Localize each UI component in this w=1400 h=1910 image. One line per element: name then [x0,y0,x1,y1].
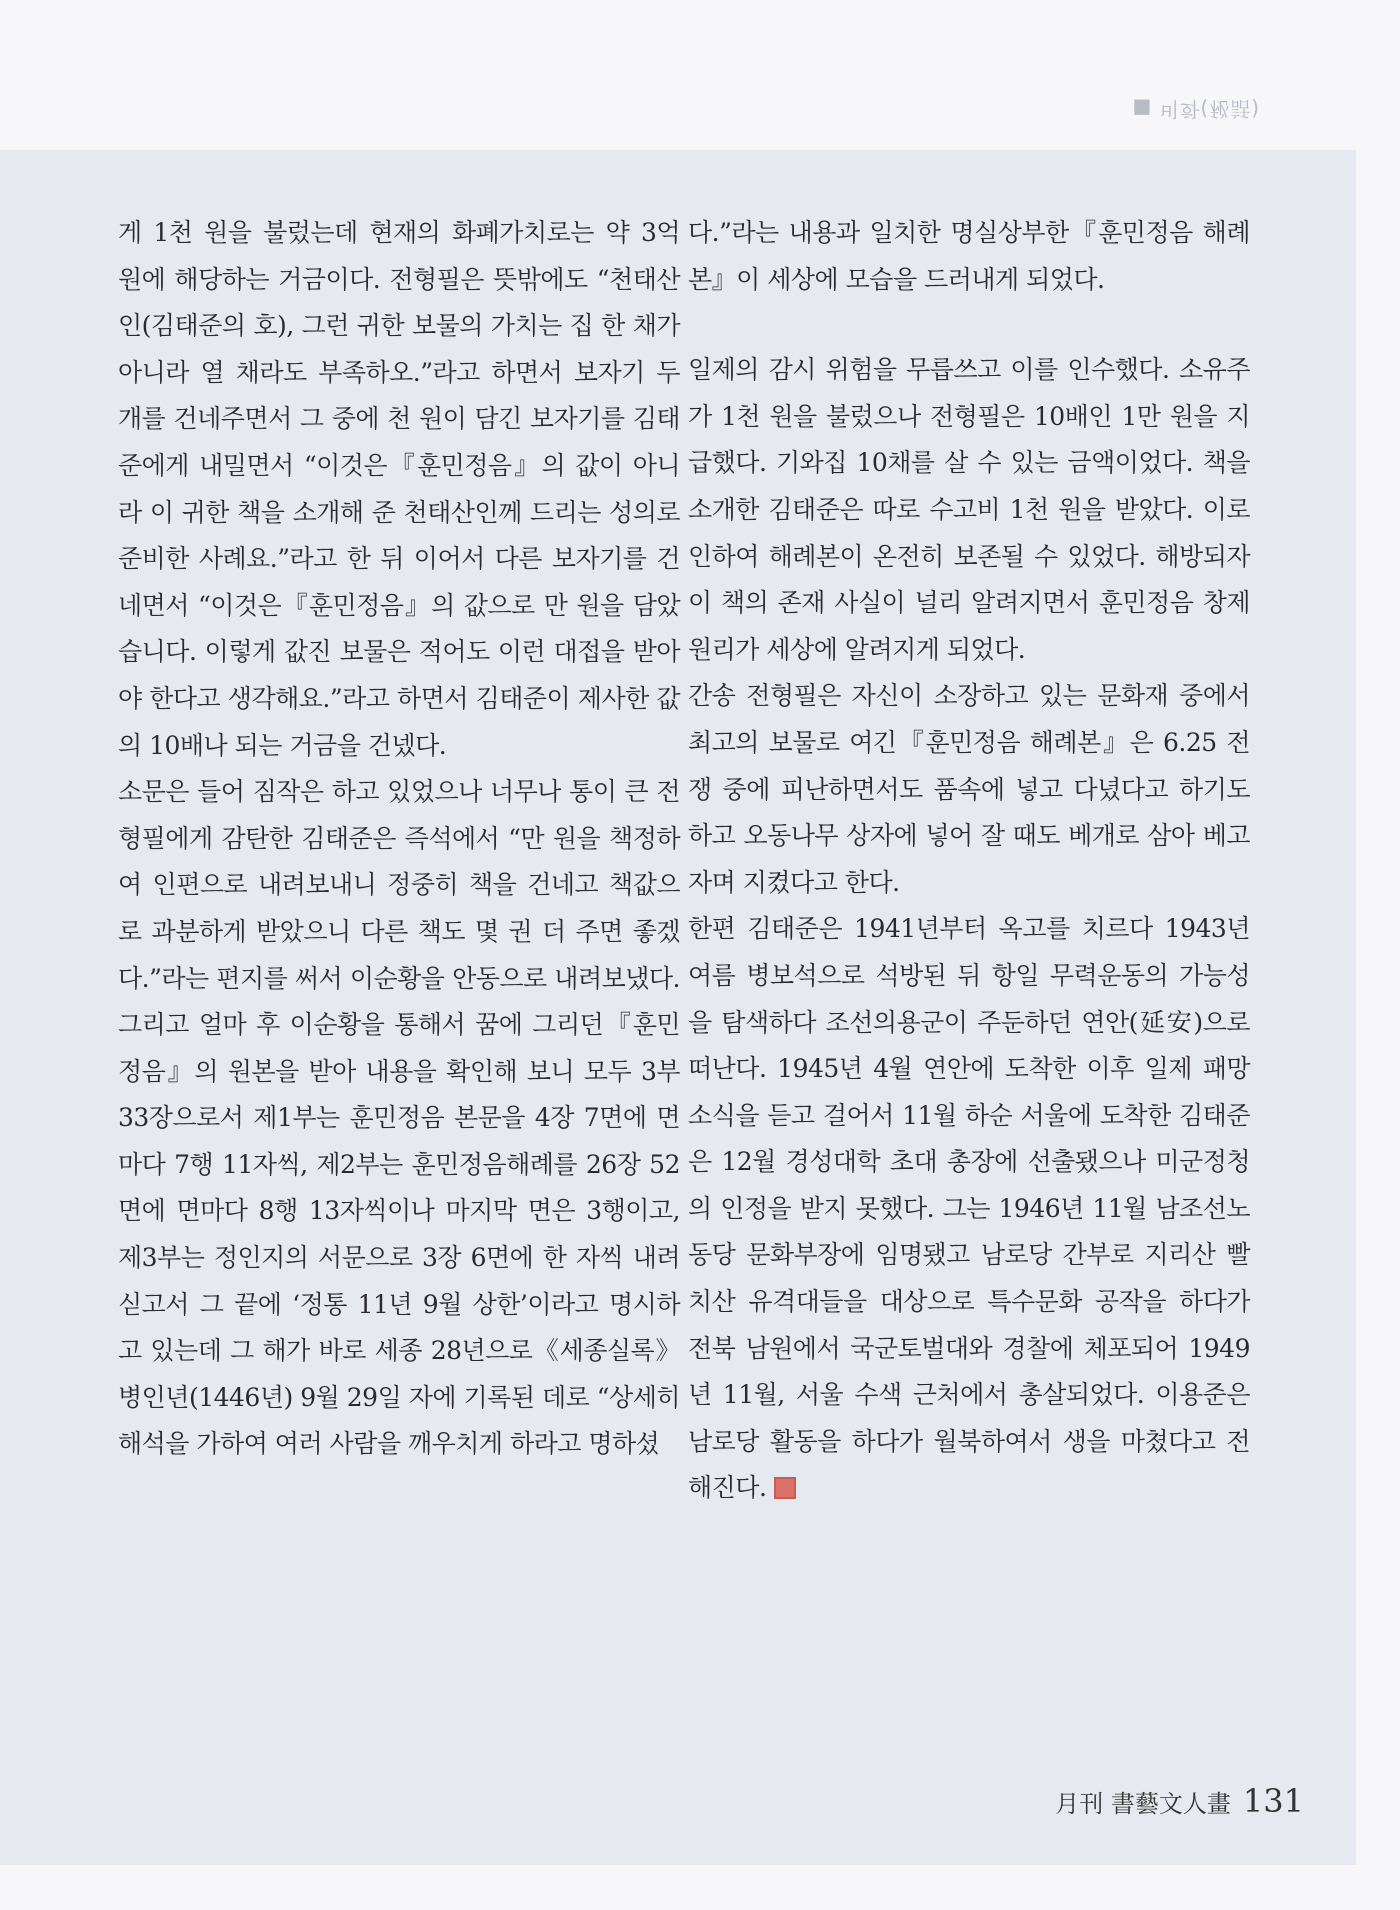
paragraph: 일제의 감시 위험을 무릅쓰고 이를 인수했다. 소유주가 1천 원을 불렀으나 전형필은 10배인 1만 원을 지급했다. 기와집 10채를 살 수 있는 금액이었다. 책을 소개한 김태준은 따로 수고비 1천 원을 받았다. 이로 인하여 해례본이 온전히 보존될 수 있었다. 해방되자 이 책의 존재 사실이 널리 알려지면서 훈민정음 창제원리가 세상에 알려지게 되었다. [688,355,1250,664]
left-column [118,210,680,1468]
end-seal-icon [774,1477,796,1499]
paragraph-text: 한편 김태준은 1941년부터 옥고를 치르다 1943년 여름 병보석으로 석방된 뒤 항일 무력운동의 가능성을 탐색하다 조선의용군이 주둔하던 연안(延安)으로 떠난다. 1945년 4월 연안에 도착한 이후 일제 패망 소식을 듣고 걸어서 11월 하순 서울에 도착한 김태준은 12월 경성대학 초대 총장에 선출됐으나 미군정청의 인정을 받지 못했다. 그는 1946년 11월 남조선노동당 문화부장에 임명됐고 남로당 간부로 지리산 빨치산 유격대들을 대상으로 특수문화 공작을 하다가 전북 남원에서 국군토벌대와 경찰에 체포되어 1949년 11월, 서울 수색 근처에서 총살되었다. 이용준은 남로당 활동을 하다가 월북하여서 생을 마쳤다고 전해진다. [688,914,1250,1503]
paragraph: 다.”라는 내용과 일치한 명실상부한『훈민정음 해례본』이 세상에 모습을 드러내게 되었다. [688,218,1250,294]
paragraph: 소문은 들어 짐작은 하고 있었으나 너무나 통이 큰 전형필에게 감탄한 김태준은 즉석에서 “만 원을 책정하여 인편으로 내려보내니 정중히 책을 건네고 책값으로 과분하게 받았으니 다른 책도 몇 권 더 주면 좋겠다.”라는 편지를 써서 이순황을 안동으로 내려보냈다. 그리고 얼마 후 이순황을 통해서 꿈에 그리던『훈민정음』의 원본을 받아 내용을 확인해 보니 모두 3부 33장으로서 제1부는 훈민정음 본문을 4장 7면에 면마다 7행 11자씩, 제2부는 훈민정음해례를 26장 52면에 면마다 8행 13자씩이나 마지막 면은 3행이고, 제3부는 정인지의 서문으로 3장 6면에 한 자씩 내려 싣고서 그 끝에 ‘정통 11년 9월 상한’이라고 명시하고 있는데 그 해가 바로 세종 28년으로《세종실록》병인년(1446년) 9월 29일 자에 기록된 데로 “상세히 해석을 가하여 여러 사람을 깨우치게 하라고 명하셨 [118,777,680,1459]
magazine-title: 月刊 書藝文人畫 [1055,1790,1231,1818]
page-number: 131 [1242,1782,1304,1820]
right-column [688,210,1250,1512]
paragraph: 게 1천 원을 불렀는데 현재의 화폐가치로는 약 3억 원에 해당하는 거금이다. 전형필은 뜻밖에도 “천태산인(김태준의 호), 그런 귀한 보물의 가치는 집 한 채가 아니라 열 채라도 부족하오.”라고 하면서 보자기 두 개를 건네주면서 그 중에 천 원이 담긴 보자기를 김태준에게 내밀면서 “이것은『훈민정음』의 값이 아니라 이 귀한 책을 소개해 준 천태산인께 드리는 성의로 준비한 사례요.”라고 한 뒤 이어서 다른 보자기를 건네면서 “이것은『훈민정음』의 값으로 만 원을 담았습니다. 이렇게 값진 보물은 적어도 이런 대접을 받아야 한다고 생각해요.”라고 하면서 김태준이 제사한 값의 10배나 되는 거금을 건넸다. [118,218,680,760]
last-paragraph [688,906,1250,1512]
running-head: ■ 비화(秘話) [1132,97,1260,121]
page-footer [1055,1782,1304,1820]
paragraph: 간송 전형필은 자신이 소장하고 있는 문화재 중에서 최고의 보물로 여긴『훈민정음 해례본』은 6.25 전쟁 중에 피난하면서도 품속에 넣고 다녔다고 하기도 하고 오동나무 상자에 넣어 잘 때도 베개로 삼아 베고 자며 지켰다고 한다. [688,681,1250,897]
